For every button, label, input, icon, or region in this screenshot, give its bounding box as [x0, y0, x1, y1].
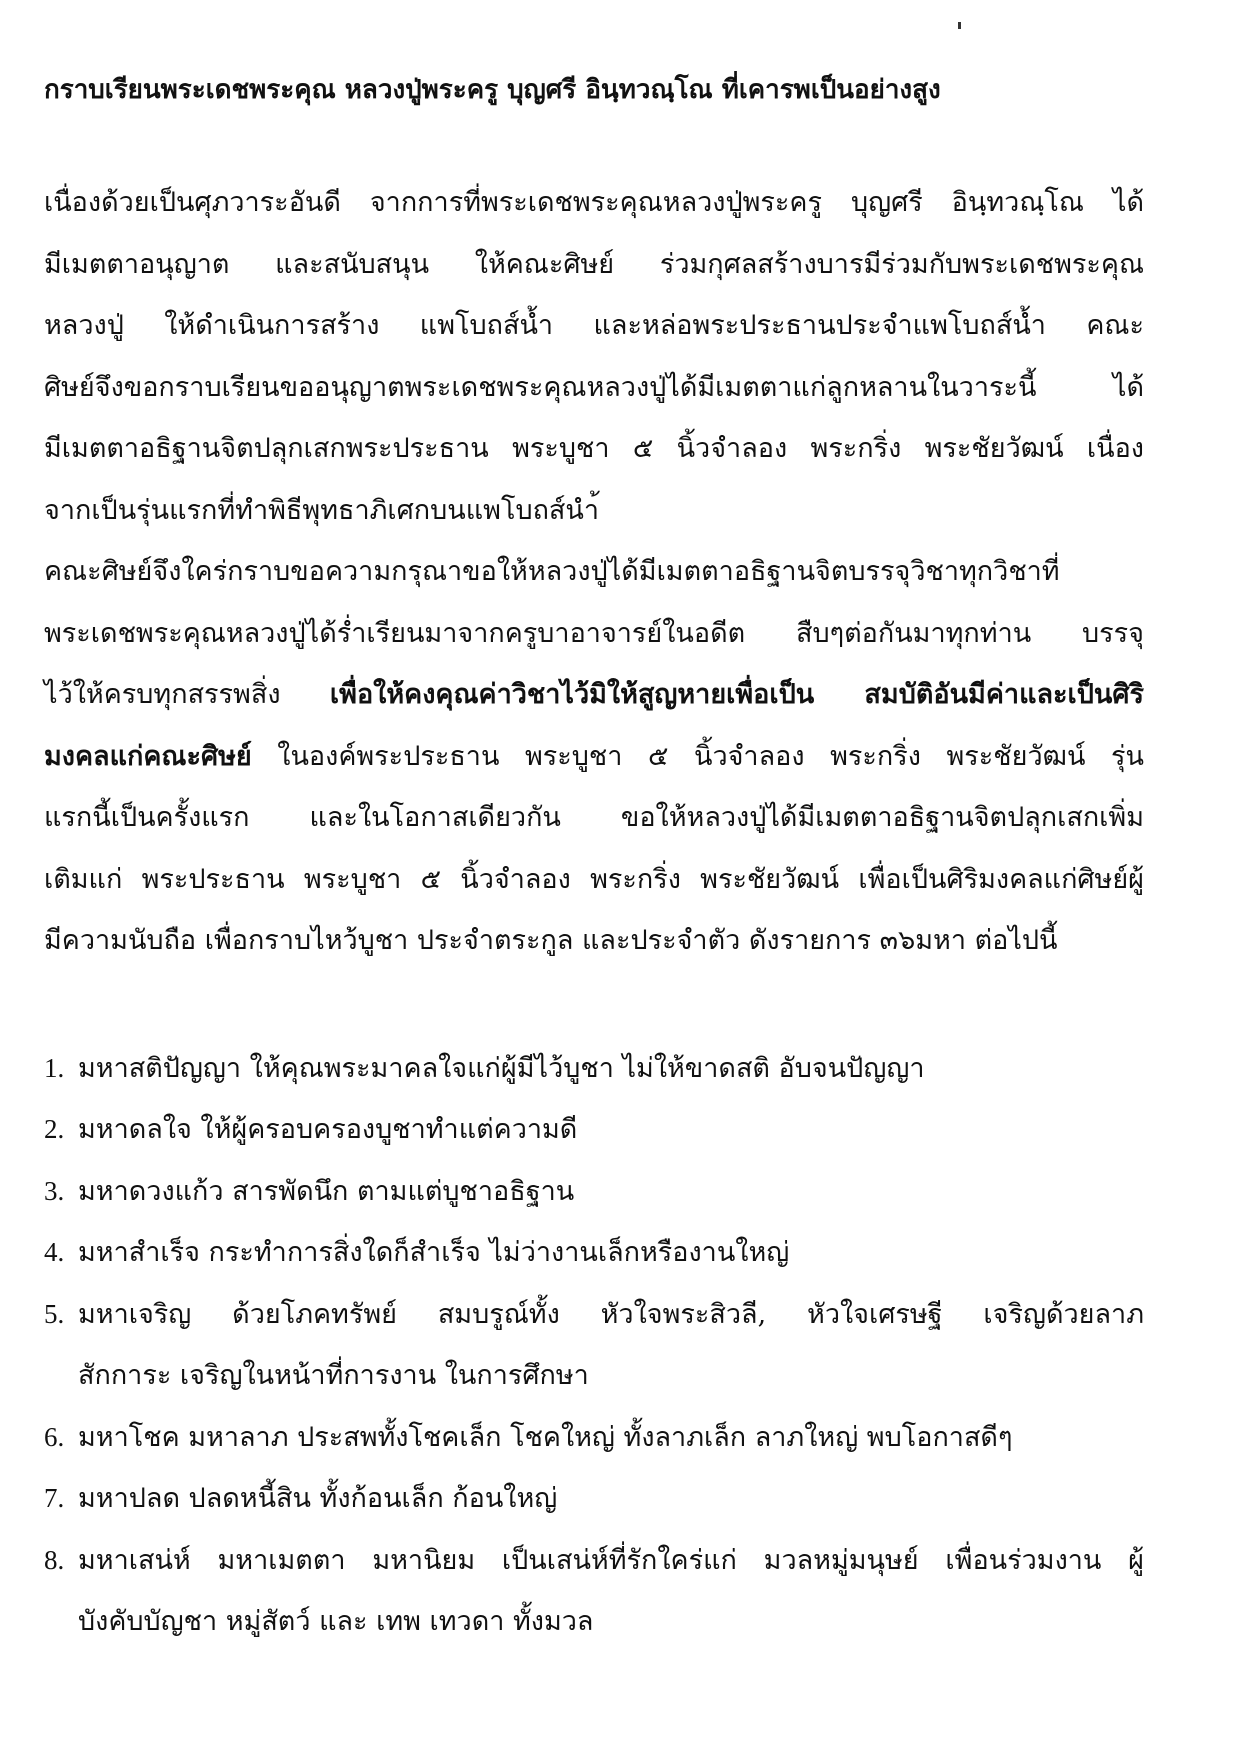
- item-number: 3.: [44, 1175, 65, 1206]
- item-text: มหาสติปัญญา ให้คุณพระมาคลใจแก่ผู้มีไว้บูชา ไม่ให้ขาดสติ อับจนปัญญา: [78, 1052, 925, 1084]
- item-text: มหาสำเร็จ กระทำการสิ่งใดก็สำเร็จ ไม่ว่างานเล็กหรืองานใหญ่: [78, 1237, 790, 1268]
- item-number: 2.: [44, 1114, 65, 1144]
- list-item: [44, 1284, 1144, 1407]
- request-bold-text: มงคลแก่คณะศิษย์: [44, 740, 252, 772]
- list-item: [44, 1038, 1144, 1100]
- request-line: เติมแก่ พระประธาน พระบูชา ๕ นิ้วจำลอง พระกริ่ง พระชัยวัฒน์ เพื่อเป็นศิริมงคลแก่ศิษย์ผู้: [44, 863, 1144, 895]
- item-text: มหาดลใจ ให้ผู้ครอบครองบูชาทำแต่ความดี: [78, 1114, 578, 1145]
- item-text: มหาดวงแก้ว สารพัดนึก ตามแต่บูชาอธิฐาน: [78, 1175, 575, 1207]
- item-text: บังคับบัญชา หมู่สัตว์ และ เทพ เทวดา ทั้งมวล: [78, 1606, 594, 1637]
- request-text: ในองค์พระประธาน พระบูชา ๕ นิ้วจำลอง พระกริ่ง พระชัยวัฒน์ รุ่น: [251, 740, 1144, 772]
- item-text: สักการะ เจริญในหน้าที่การงาน ในการศึกษา: [78, 1360, 589, 1391]
- request-line: [44, 726, 1144, 788]
- item-text: มหาปลด ปลดหนี้สิน ทั้งก้อนเล็ก ก้อนใหญ่: [78, 1483, 558, 1514]
- item-text: มหาเสน่ห์ มหาเมตตา มหานิยม เป็นเสน่ห์ที่รักใคร่แก่ มวลหมู่มนุษย์ เพื่อนร่วมงาน ผู้: [78, 1544, 1144, 1576]
- intro-paragraph: [44, 172, 1144, 541]
- intro-line: เนื่องด้วยเป็นศุภวาระอันดี จากการที่พระเดชพระคุณหลวงปู่พระครู บุญศรี อินฺทวณฺโณ ได้: [44, 187, 1144, 218]
- item-number: 6.: [44, 1421, 65, 1452]
- item-text: มหาโชค มหาลาภ ประสพทั้งโชคเล็ก โชคใหญ่ ทั้งลาภเล็ก ลาภใหญ่ พบโอกาสดีๆ: [78, 1421, 1013, 1453]
- intro-line: หลวงปู่ ให้ดำเนินการสร้าง แพโบถส์น้ำ และหล่อพระประธานประจำแพโบถส์น้ำ คณะ: [44, 310, 1144, 341]
- item-number: 7.: [44, 1483, 65, 1513]
- request-line: [44, 664, 1144, 726]
- intro-line: มีเมตตาอธิฐานจิตปลุกเสกพระประธาน พระบูชา ๕ นิ้วจำลอง พระกริ่ง พระชัยวัฒน์ เนื่อง: [44, 433, 1144, 464]
- list-item: [44, 1468, 1144, 1530]
- request-line: มีความนับถือ เพื่อกราบไหว้บูชา ประจำตระกูล และประจำตัว ดังรายการ ๓๖มหา ต่อไปนี้: [44, 925, 1058, 956]
- request-line: แรกนี้เป็นครั้งแรก และในโอกาสเดียวกัน ขอให้หลวงปู่ได้มีเมตตาอธิฐานจิตปลุกเสกเพิ่ม: [44, 802, 1144, 833]
- request-text: ไว้ให้ครบทุกสรรพสิ่ง: [44, 679, 330, 710]
- item-number: 8.: [44, 1544, 65, 1575]
- item-number: 5.: [44, 1298, 65, 1329]
- item-number: 1.: [44, 1052, 65, 1083]
- intro-line: มีเมตตาอนุญาต และสนับสนุน ให้คณะศิษย์ ร่วมกุศลสร้างบารมีร่วมกับพระเดชพระคุณ: [44, 248, 1144, 280]
- scan-speck: [958, 22, 961, 29]
- request-paragraph: [44, 541, 1144, 972]
- item-text: มหาเจริญ ด้วยโภคทรัพย์ สมบรูณ์ทั้ง หัวใจพระสิวลี, หัวใจเศรษฐี เจริญด้วยลาภ: [78, 1298, 1144, 1330]
- intro-line: ศิษย์จึงขอกราบเรียนขออนุญาตพระเดชพระคุณหลวงปู่ได้มีเมตตาแก่ลูกหลานในวาระนี้ ได้: [44, 371, 1144, 403]
- request-line: พระเดชพระคุณหลวงปู่ได้ร่ำเรียนมาจากครูบาอาจารย์ในอดีต สืบๆต่อกันมาทุกท่าน บรรจุ: [44, 617, 1144, 649]
- list-item: [44, 1530, 1144, 1653]
- request-bold-text: เพื่อให้คงคุณค่าวิชาไว้มิให้สูญหายเพื่อเป็น สมบัติอันมีค่าและเป็นศิริ: [329, 679, 1144, 710]
- item-number: 4.: [44, 1237, 65, 1267]
- list-item: [44, 1222, 1144, 1284]
- list-item: [44, 1161, 1144, 1223]
- salutation-heading: กราบเรียนพระเดชพระคุณ หลวงปู่พระครู บุญศรี อินฺทวณฺโณ ที่เคารพเป็นอย่างสูง: [44, 75, 941, 105]
- list-item: [44, 1407, 1144, 1469]
- request-line: คณะศิษย์จึงใคร่กราบขอความกรุณาขอให้หลวงปู่ได้มีเมตตาอธิฐานจิตบรรจุวิชาทุกวิชาที่: [44, 556, 1060, 587]
- intro-line: จากเป็นรุ่นแรกที่ทำพิธีพุทธาภิเศกบนแพโบถส์นำ้: [44, 494, 600, 526]
- blessings-list: [44, 1038, 1144, 1653]
- list-item: [44, 1099, 1144, 1161]
